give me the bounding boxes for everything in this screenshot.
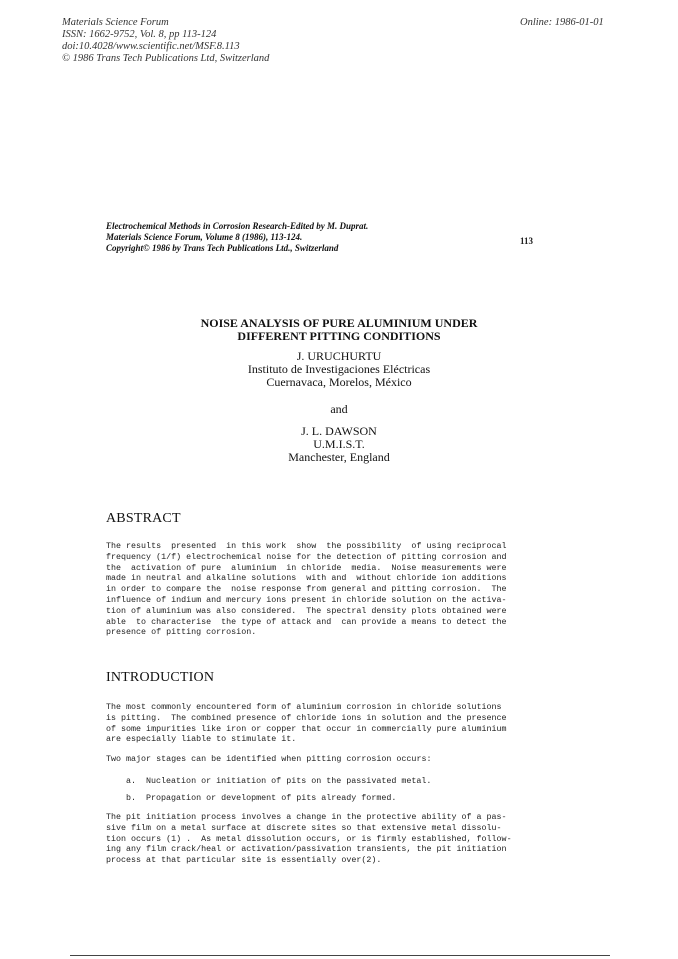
issn-line: ISSN: 1662-9752, Vol. 8, pp 113-124 [62,29,217,40]
list-item-label: b. [126,792,137,803]
author-conjunction: and [330,402,348,416]
paper-title [0,317,678,343]
page-number: 113 [520,236,534,246]
intro-paragraph-1 [106,702,507,745]
author-institution: Instituto de Investigaciones Eléctricas [247,362,431,376]
paragraph-line: Two major stages can be identified when pitting corrosion occurs: [106,754,432,764]
journal-name: Materials Science Forum [62,17,169,28]
author-name: J. L. DAWSON [301,424,377,438]
title-line-1: NOISE ANALYSIS OF PURE ALUMINIUM UNDER [200,316,478,330]
title-line-2: DIFFERENT PITTING CONDITIONS [237,329,441,343]
paragraph-line: ing any film crack/heal or activation/passivation transients, the pit initiation [106,844,507,855]
author-block-1 [0,350,678,389]
abstract-line: in order to compare the noise response from general and pitting corrosion. The [106,584,507,595]
list-item [106,776,431,787]
paragraph-line: process at that particular site is essentially over(2). [106,855,382,866]
abstract-line: frequency (1/f) electrochemical noise for the detection of pitting corrosion and [106,551,507,562]
copyright-line: © 1986 Trans Tech Publications Ltd, Switzerland [62,53,270,64]
list-item-text: Nucleation or initiation of pits on the passivated metal. [146,776,432,786]
page-bottom-rule [70,955,610,956]
list-item-label: a. [126,776,137,786]
author-block-2 [0,425,678,464]
paragraph-line: The most commonly encountered form of aluminium corrosion in chloride solutions [106,702,502,712]
abstract-line: influence of indium and mercury ions present in chloride solution on the activa- [106,594,507,605]
abstract-heading: ABSTRACT [106,511,181,526]
book-ref-line-1: Electrochemical Methods in Corrosion Research-Edited by M. Duprat. [106,221,369,231]
abstract-line: made in neutral and alkaline solutions with and without chloride ion additions [106,573,507,584]
paragraph-line: The pit initiation process involves a change in the protective ability of a pas- [106,812,507,822]
abstract-line: the activation of pure aluminium in chloride media. Noise measurements were [106,562,507,573]
paragraph-line: sive film on a metal surface at discrete sites so that extensive metal dissolu- [106,822,502,833]
author-institution: U.M.I.S.T. [313,437,365,451]
author-location: Cuernavaca, Morelos, México [266,375,412,389]
abstract-line: able to characterise the type of attack and can provide a means to detect the [106,616,507,627]
list-item [106,793,431,804]
introduction-heading: INTRODUCTION [106,670,215,685]
abstract-body [106,541,507,638]
abstract-line: tion of aluminium was also considered. The spectral density plots obtained were [106,605,507,616]
doi-line[interactable]: doi:10.4028/www.scientific.net/MSF.8.113 [62,41,240,52]
abstract-line: presence of pitting corrosion. [106,627,257,638]
intro-paragraph-2 [106,754,431,765]
paragraph-line: is pitting. The combined presence of chloride ions in solution and the presence [106,712,507,723]
list-item-text: Propagation or development of pits already formed. [146,792,397,803]
author-name: J. URUCHURTU [296,349,382,363]
author-location: Manchester, England [288,450,390,464]
book-ref-line-3: Copyright© 1986 by Trans Tech Publications Ltd., Switzerland [106,243,339,253]
abstract-line: The results presented in this work show the possibility of using reciprocal [106,541,507,551]
paragraph-line: tion occurs (1) . As metal dissolution occurs, or is firmly established, follow- [106,833,512,844]
stages-list [106,776,431,810]
paragraph-line: of some impurities like iron or copper that occur in commercially pure aluminium [106,723,507,734]
intro-paragraph-3 [106,812,512,866]
online-date: Online: 1986-01-01 [520,17,604,28]
publication-metadata [62,17,269,65]
book-ref-line-2: Materials Science Forum, Volume 8 (1986), 113-124. [106,232,303,242]
paragraph-line: are especially liable to stimulate it. [106,734,297,745]
book-reference [106,221,368,254]
